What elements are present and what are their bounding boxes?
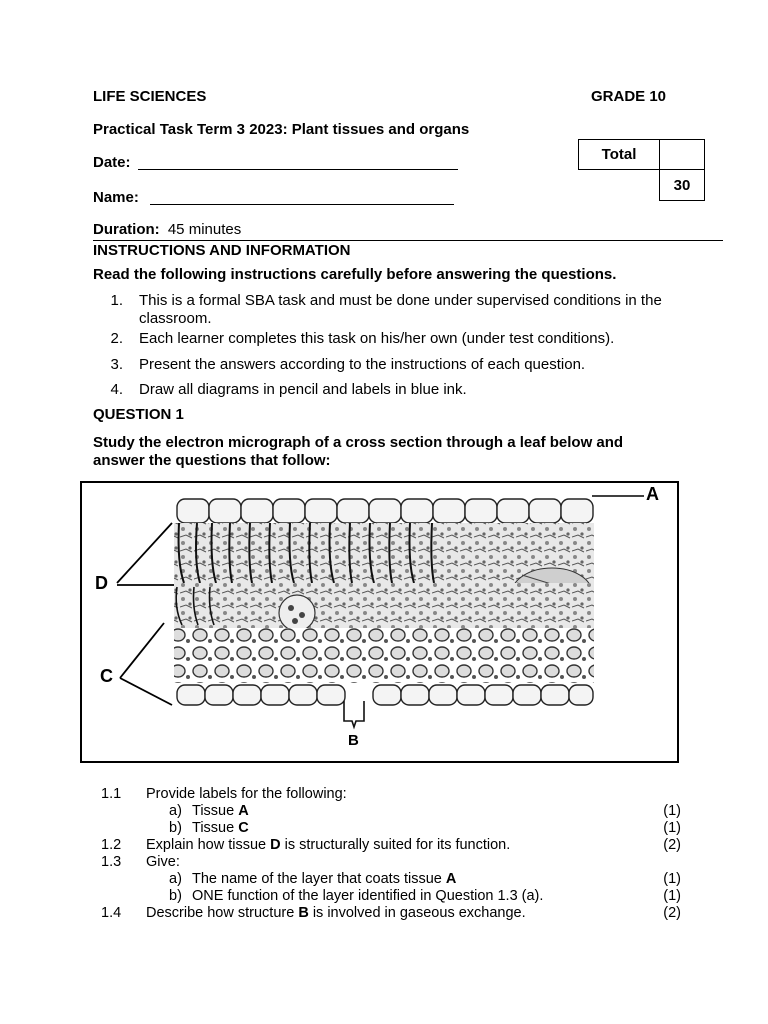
total-label: Total bbox=[601, 146, 637, 163]
instruction-text: Each learner completes this task on his/her own (under test conditions). bbox=[139, 330, 615, 347]
question-text: Give: bbox=[146, 854, 180, 870]
question-text: Provide labels for the following: bbox=[146, 786, 347, 802]
total-label-cell bbox=[578, 139, 660, 170]
question-text: Describe how structure B is involved in gaseous exchange. bbox=[146, 905, 526, 921]
leaf-micrograph-figure bbox=[80, 481, 679, 763]
instruction-number: 3. bbox=[110, 356, 123, 373]
instructions-lead: Read the following instructions carefully before answering the questions. bbox=[93, 266, 617, 283]
question-mark: (1) bbox=[663, 888, 681, 904]
question-mark: (2) bbox=[663, 905, 681, 921]
question-number: 1.2 bbox=[101, 837, 122, 853]
leaf-cross-section-illustration bbox=[82, 483, 677, 761]
duration-label: Duration: bbox=[93, 221, 160, 238]
question-number: 1.4 bbox=[101, 905, 122, 921]
question-heading: QUESTION 1 bbox=[93, 406, 184, 423]
question-sub-letter: a) bbox=[169, 871, 182, 887]
question-item bbox=[101, 786, 681, 803]
question-item bbox=[101, 888, 681, 905]
question-item bbox=[101, 820, 681, 837]
label-d: D bbox=[95, 573, 108, 593]
instruction-text: Present the answers according to the instructions of each question. bbox=[139, 356, 586, 373]
question-item bbox=[101, 905, 681, 922]
label-a: A bbox=[646, 484, 659, 504]
total-value: 30 bbox=[673, 177, 691, 194]
question-sub-letter: a) bbox=[169, 803, 182, 819]
question-item bbox=[101, 854, 681, 871]
grade-title: GRADE 10 bbox=[591, 88, 667, 105]
question-sub-letter: b) bbox=[169, 888, 182, 904]
divider-line bbox=[93, 240, 723, 241]
instruction-number: 4. bbox=[110, 381, 123, 398]
instruction-text: Draw all diagrams in pencil and labels in blue ink. bbox=[139, 381, 467, 398]
total-blank-cell bbox=[659, 139, 705, 170]
instructions-list bbox=[93, 292, 673, 402]
total-value-cell bbox=[659, 169, 705, 201]
question-item bbox=[101, 871, 681, 888]
name-field[interactable] bbox=[150, 188, 454, 205]
instruction-text: This is a formal SBA task and must be done under supervised conditions in the classroom. bbox=[139, 292, 662, 327]
question-text: Tissue C bbox=[192, 820, 249, 836]
question-item bbox=[101, 837, 681, 854]
question-prompt: Study the electron micrograph of a cross section through a leaf below and answer the questions that follow: bbox=[93, 434, 624, 469]
label-d-line-upper bbox=[117, 523, 172, 583]
question-item bbox=[101, 803, 681, 820]
label-c: C bbox=[100, 666, 113, 686]
inner-palisade bbox=[174, 583, 594, 631]
label-c-line-upper bbox=[120, 623, 164, 678]
question-number: 1.3 bbox=[101, 854, 122, 870]
duration-value: 45 minutes bbox=[167, 221, 242, 238]
instruction-number: 1. bbox=[110, 292, 123, 309]
name-label: Name: bbox=[93, 189, 139, 206]
question-number: 1.1 bbox=[101, 786, 122, 802]
duration-line bbox=[93, 221, 241, 239]
instructions-heading: INSTRUCTIONS AND INFORMATION bbox=[93, 242, 351, 259]
upper-epidermis bbox=[174, 497, 594, 525]
question-text: Tissue A bbox=[192, 803, 249, 819]
date-field[interactable] bbox=[138, 153, 458, 170]
lower-epidermis bbox=[174, 683, 594, 727]
question-mark: (1) bbox=[663, 803, 681, 819]
label-c-line-lower bbox=[120, 678, 172, 705]
question-text: Explain how tissue D is structurally suited for its function. bbox=[146, 837, 511, 853]
question-mark: (2) bbox=[663, 837, 681, 853]
question-sub-letter: b) bbox=[169, 820, 182, 836]
question-mark: (1) bbox=[663, 871, 681, 887]
instruction-number: 2. bbox=[110, 330, 123, 347]
question-text: The name of the layer that coats tissue A bbox=[192, 871, 457, 887]
spongy-mesophyll bbox=[174, 628, 594, 688]
subject-title: LIFE SCIENCES bbox=[93, 88, 207, 105]
task-title: Practical Task Term 3 2023: Plant tissues and organs bbox=[93, 121, 470, 138]
date-label: Date: bbox=[93, 154, 131, 171]
question-text: ONE function of the layer identified in Question 1.3 (a). bbox=[192, 888, 544, 904]
label-b: B bbox=[348, 732, 359, 749]
question-list bbox=[101, 786, 681, 926]
question-mark: (1) bbox=[663, 820, 681, 836]
